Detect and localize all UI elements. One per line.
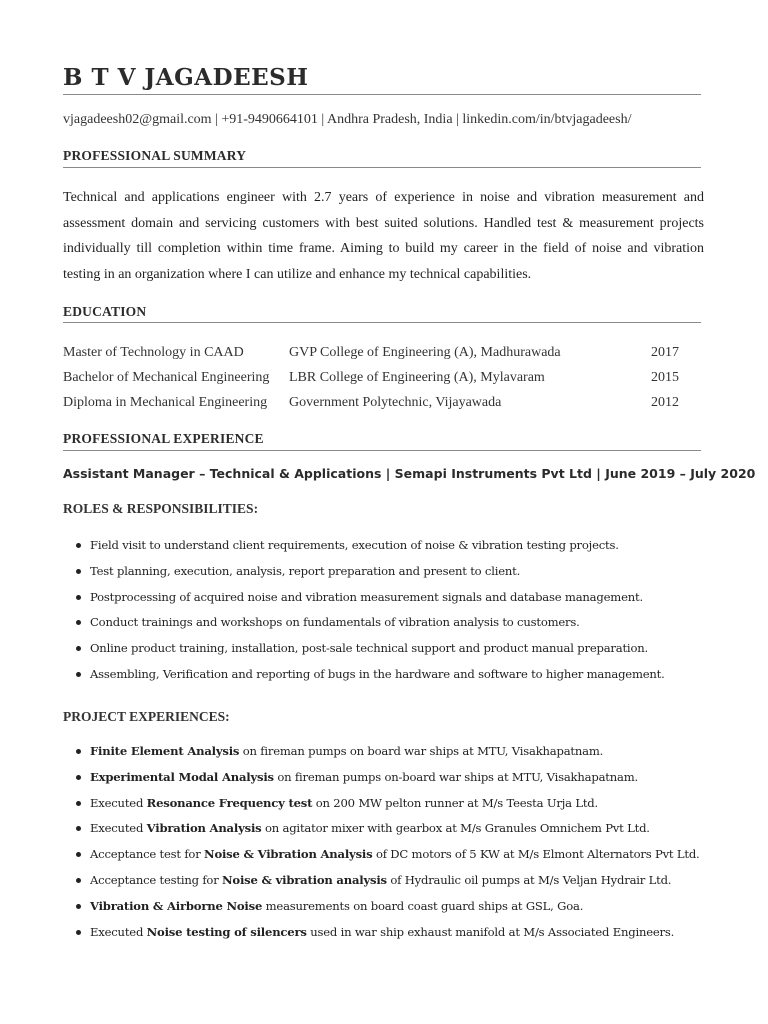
project-item-suffix: on fireman pumps on board war ships at MTU, Visakhapatnam.	[239, 744, 604, 758]
education-institution: LBR College of Engineering (A), Mylavaram	[289, 370, 545, 385]
education-institution: GVP College of Engineering (A), Madhurawada	[289, 345, 561, 360]
role-item: Field visit to understand client requirements, execution of noise & vibration testing projects.	[63, 537, 713, 563]
project-item-suffix: measurements on board coast guard ships at GSL, Goa.	[262, 898, 584, 913]
project-item	[63, 743, 713, 769]
education-year: 2012	[651, 395, 679, 410]
summary-divider	[63, 167, 701, 168]
education-degree: Master of Technology in CAAD	[63, 345, 244, 360]
project-item	[63, 898, 713, 924]
project-item-highlight: Noise & Vibration Analysis	[204, 847, 373, 862]
education-degree: Diploma in Mechanical Engineering	[63, 395, 268, 410]
role-item: Postprocessing of acquired noise and vibration measurement signals and database management.	[63, 589, 713, 615]
project-item-highlight: Vibration Analysis	[146, 821, 262, 836]
project-item-suffix: of DC motors of 5 KW at M/s Elmont Alternators Pvt Ltd.	[372, 847, 700, 862]
project-item-suffix: on agitator mixer with gearbox at M/s Granules Omnichem Pvt Ltd.	[261, 821, 650, 836]
project-item-suffix: on 200 MW pelton runner at M/s Teesta Urja Ltd.	[312, 795, 598, 810]
project-item	[63, 872, 713, 898]
role-item: Assembling, Verification and reporting of bugs in the hardware and software to higher management.	[63, 666, 713, 692]
projects-heading: PROJECT EXPERIENCES:	[63, 709, 230, 724]
professional-experience-heading: PROFESSIONAL EXPERIENCE	[63, 431, 264, 446]
role-item: Online product training, installation, post-sale technical support and product manual preparation.	[63, 640, 713, 666]
project-item-prefix: Acceptance test for	[90, 847, 205, 862]
project-item	[63, 769, 713, 795]
contact-line: vjagadeesh02@gmail.com | +91-9490664101 | Andhra Pradesh, India | linkedin.com/in/btvjagadeesh/	[63, 112, 632, 127]
education-row	[63, 395, 683, 417]
education-institution: Government Polytechnic, Vijayawada	[289, 395, 502, 410]
summary-text: Technical and applications engineer with 2.7 years of experience in noise and vibration measurement and assessment domain and servicing customers with best suited solutions. Handled test & measurement projects individually till completion within time frame. Aiming to build my career in the field of noise and vibration testing in an organization where I can utilize and enhance my technical capabilities.	[63, 190, 704, 283]
project-item-highlight: Vibration & Airborne Noise	[90, 898, 263, 913]
name-divider	[63, 94, 701, 95]
education-year: 2017	[651, 345, 679, 360]
project-item-suffix: on fireman pumps on-board war ships at MTU, Visakhapatnam.	[273, 769, 639, 784]
project-item-highlight: Noise testing of silencers	[146, 924, 307, 939]
project-item-suffix: of Hydraulic oil pumps at M/s Veljan Hydrair Ltd.	[386, 872, 672, 887]
roles-list	[63, 537, 713, 692]
project-item	[63, 846, 713, 872]
project-item	[63, 795, 713, 821]
project-item-prefix: Acceptance testing for	[90, 872, 223, 887]
education-heading: EDUCATION	[63, 304, 147, 319]
roles-heading: ROLES & RESPONSIBILITIES:	[63, 501, 259, 516]
projects-list	[63, 743, 713, 949]
education-year: 2015	[651, 370, 679, 385]
job-title: Assistant Manager – Technical & Applications | Semapi Instruments Pvt Ltd | June 2019 – July 2020	[63, 466, 756, 481]
education-divider	[63, 322, 701, 323]
professional-summary-heading: PROFESSIONAL SUMMARY	[63, 148, 247, 163]
project-item-highlight: Finite Element Analysis	[90, 744, 240, 758]
education-row	[63, 370, 683, 392]
candidate-name: B T V JAGADEESH	[63, 64, 309, 91]
project-item-prefix: Executed	[90, 924, 147, 939]
project-item	[63, 924, 713, 950]
project-item-prefix: Executed	[90, 821, 147, 836]
education-row	[63, 345, 683, 367]
project-item-prefix: Executed	[90, 795, 147, 810]
project-item-highlight: Experimental Modal Analysis	[90, 769, 274, 784]
project-item	[63, 820, 713, 846]
role-item: Test planning, execution, analysis, report preparation and present to client.	[63, 563, 713, 589]
education-degree: Bachelor of Mechanical Engineering	[63, 370, 270, 385]
project-item-suffix: used in war ship exhaust manifold at M/s Associated Engineers.	[306, 924, 675, 939]
experience-divider	[63, 450, 701, 451]
project-item-highlight: Noise & vibration analysis	[222, 872, 387, 887]
project-item-highlight: Resonance Frequency test	[146, 795, 313, 810]
role-item: Conduct trainings and workshops on fundamentals of vibration analysis to customers.	[63, 614, 713, 640]
